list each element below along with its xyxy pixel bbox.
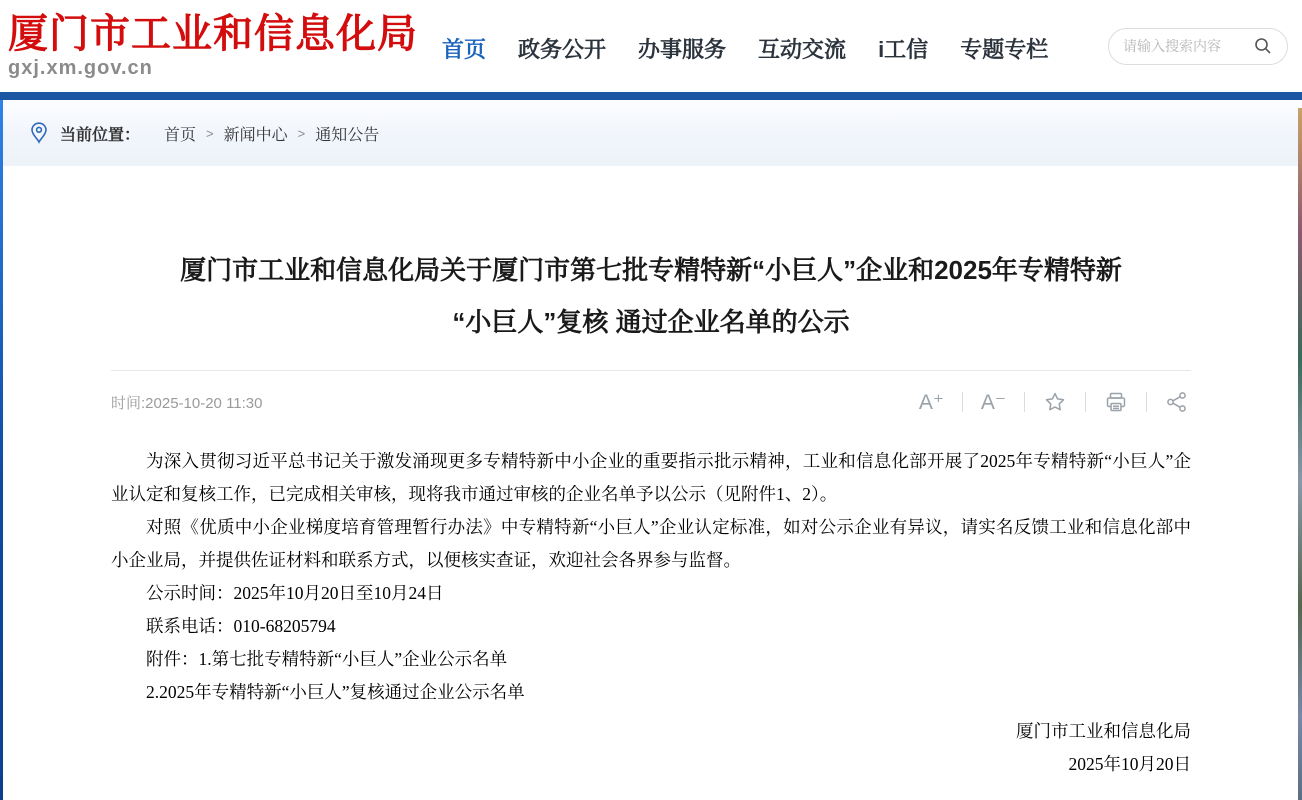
- nav-item-services[interactable]: 办事服务: [638, 36, 727, 62]
- attachment-2-link[interactable]: 2.2025年专精特新“小巨人”复核通过企业公示名单: [146, 682, 525, 702]
- tool-separator: [962, 392, 963, 412]
- breadcrumb-news-center[interactable]: 新闻中心: [223, 126, 288, 144]
- printer-icon[interactable]: [1102, 390, 1130, 414]
- breadcrumb-separator: >: [297, 125, 306, 141]
- page-left-edge: [0, 100, 3, 800]
- breadcrumb: [0, 100, 1302, 166]
- nav-item-home[interactable]: 首页: [442, 36, 487, 62]
- nav-item-special-topics[interactable]: 专题专栏: [960, 36, 1049, 62]
- article-title: [111, 244, 1191, 348]
- paragraph: 对照《优质中小企业梯度培育管理暂行办法》中专精特新“小巨人”企业认定标准，如对公示企业有异议，请实名反馈工业和信息化部中小企业局，并提供佐证材料和联系方式，以便核实查证，欢迎社会各界参与监督。: [111, 517, 1191, 570]
- tool-separator: [1024, 392, 1025, 412]
- publish-time: 时间:2025-10-20 11:30: [111, 394, 263, 412]
- signature-date: 2025年10月20日: [1068, 754, 1191, 774]
- font-increase-button[interactable]: A⁺: [918, 390, 944, 414]
- contact-phone-line: 联系电话：010-68205794: [146, 616, 336, 636]
- breadcrumb-label: 当前位置：: [60, 126, 141, 144]
- tool-separator: [1146, 392, 1147, 412]
- article-title-line2: “小巨人”复核 通过企业名单的公示: [452, 307, 850, 337]
- breadcrumb-separator: >: [206, 125, 214, 141]
- tool-separator: [1085, 392, 1086, 412]
- publicity-period-line: 公示时间：2025年10月20日至10月24日: [146, 583, 444, 603]
- magnifier-icon[interactable]: [1253, 36, 1273, 56]
- site-logo-title: 厦门市工业和信息化局: [8, 11, 418, 56]
- page-right-edge: [1298, 108, 1302, 800]
- site-logo-domain: gxj.xm.gov.cn: [8, 57, 153, 79]
- article-signature: [111, 715, 1191, 781]
- site-header: [0, 0, 1302, 92]
- article-body: [111, 445, 1191, 709]
- nav-item-interaction[interactable]: 互动交流: [758, 36, 847, 62]
- main-nav: [442, 33, 1048, 64]
- star-icon[interactable]: [1041, 390, 1069, 414]
- article: [111, 244, 1191, 781]
- breadcrumb-home[interactable]: 首页: [164, 126, 197, 144]
- article-tools: [917, 390, 1191, 415]
- article-title-line1: 厦门市工业和信息化局关于厦门市第七批专精特新“小巨人”企业和2025年专精特新: [180, 255, 1122, 285]
- share-icon[interactable]: [1163, 390, 1191, 414]
- search-box[interactable]: [1108, 28, 1288, 65]
- signature-org: 厦门市工业和信息化局: [1016, 721, 1191, 741]
- breadcrumb-notices[interactable]: 通知公告: [315, 126, 380, 144]
- article-meta-row: [111, 371, 1191, 417]
- search-input[interactable]: [1123, 38, 1253, 54]
- nav-item-gov-info[interactable]: 政务公开: [518, 36, 607, 62]
- attachment-1-link[interactable]: 附件：1.第七批专精特新“小巨人”企业公示名单: [146, 649, 508, 669]
- nav-item-igongxin[interactable]: i工信: [878, 36, 929, 62]
- font-decrease-button[interactable]: A⁻: [980, 390, 1006, 414]
- site-logo[interactable]: [8, 11, 418, 79]
- location-pin-icon: [30, 122, 48, 144]
- paragraph: 为深入贯彻习近平总书记关于激发涌现更多专精特新中小企业的重要指示批示精神，工业和信息化部开展了2025年专精特新“小巨人”企业认定和复核工作，已完成相关审核，现将我市通过审核的企业名单予以公示（见附件1、2）。: [111, 451, 1191, 504]
- header-divider-bar: [0, 92, 1302, 100]
